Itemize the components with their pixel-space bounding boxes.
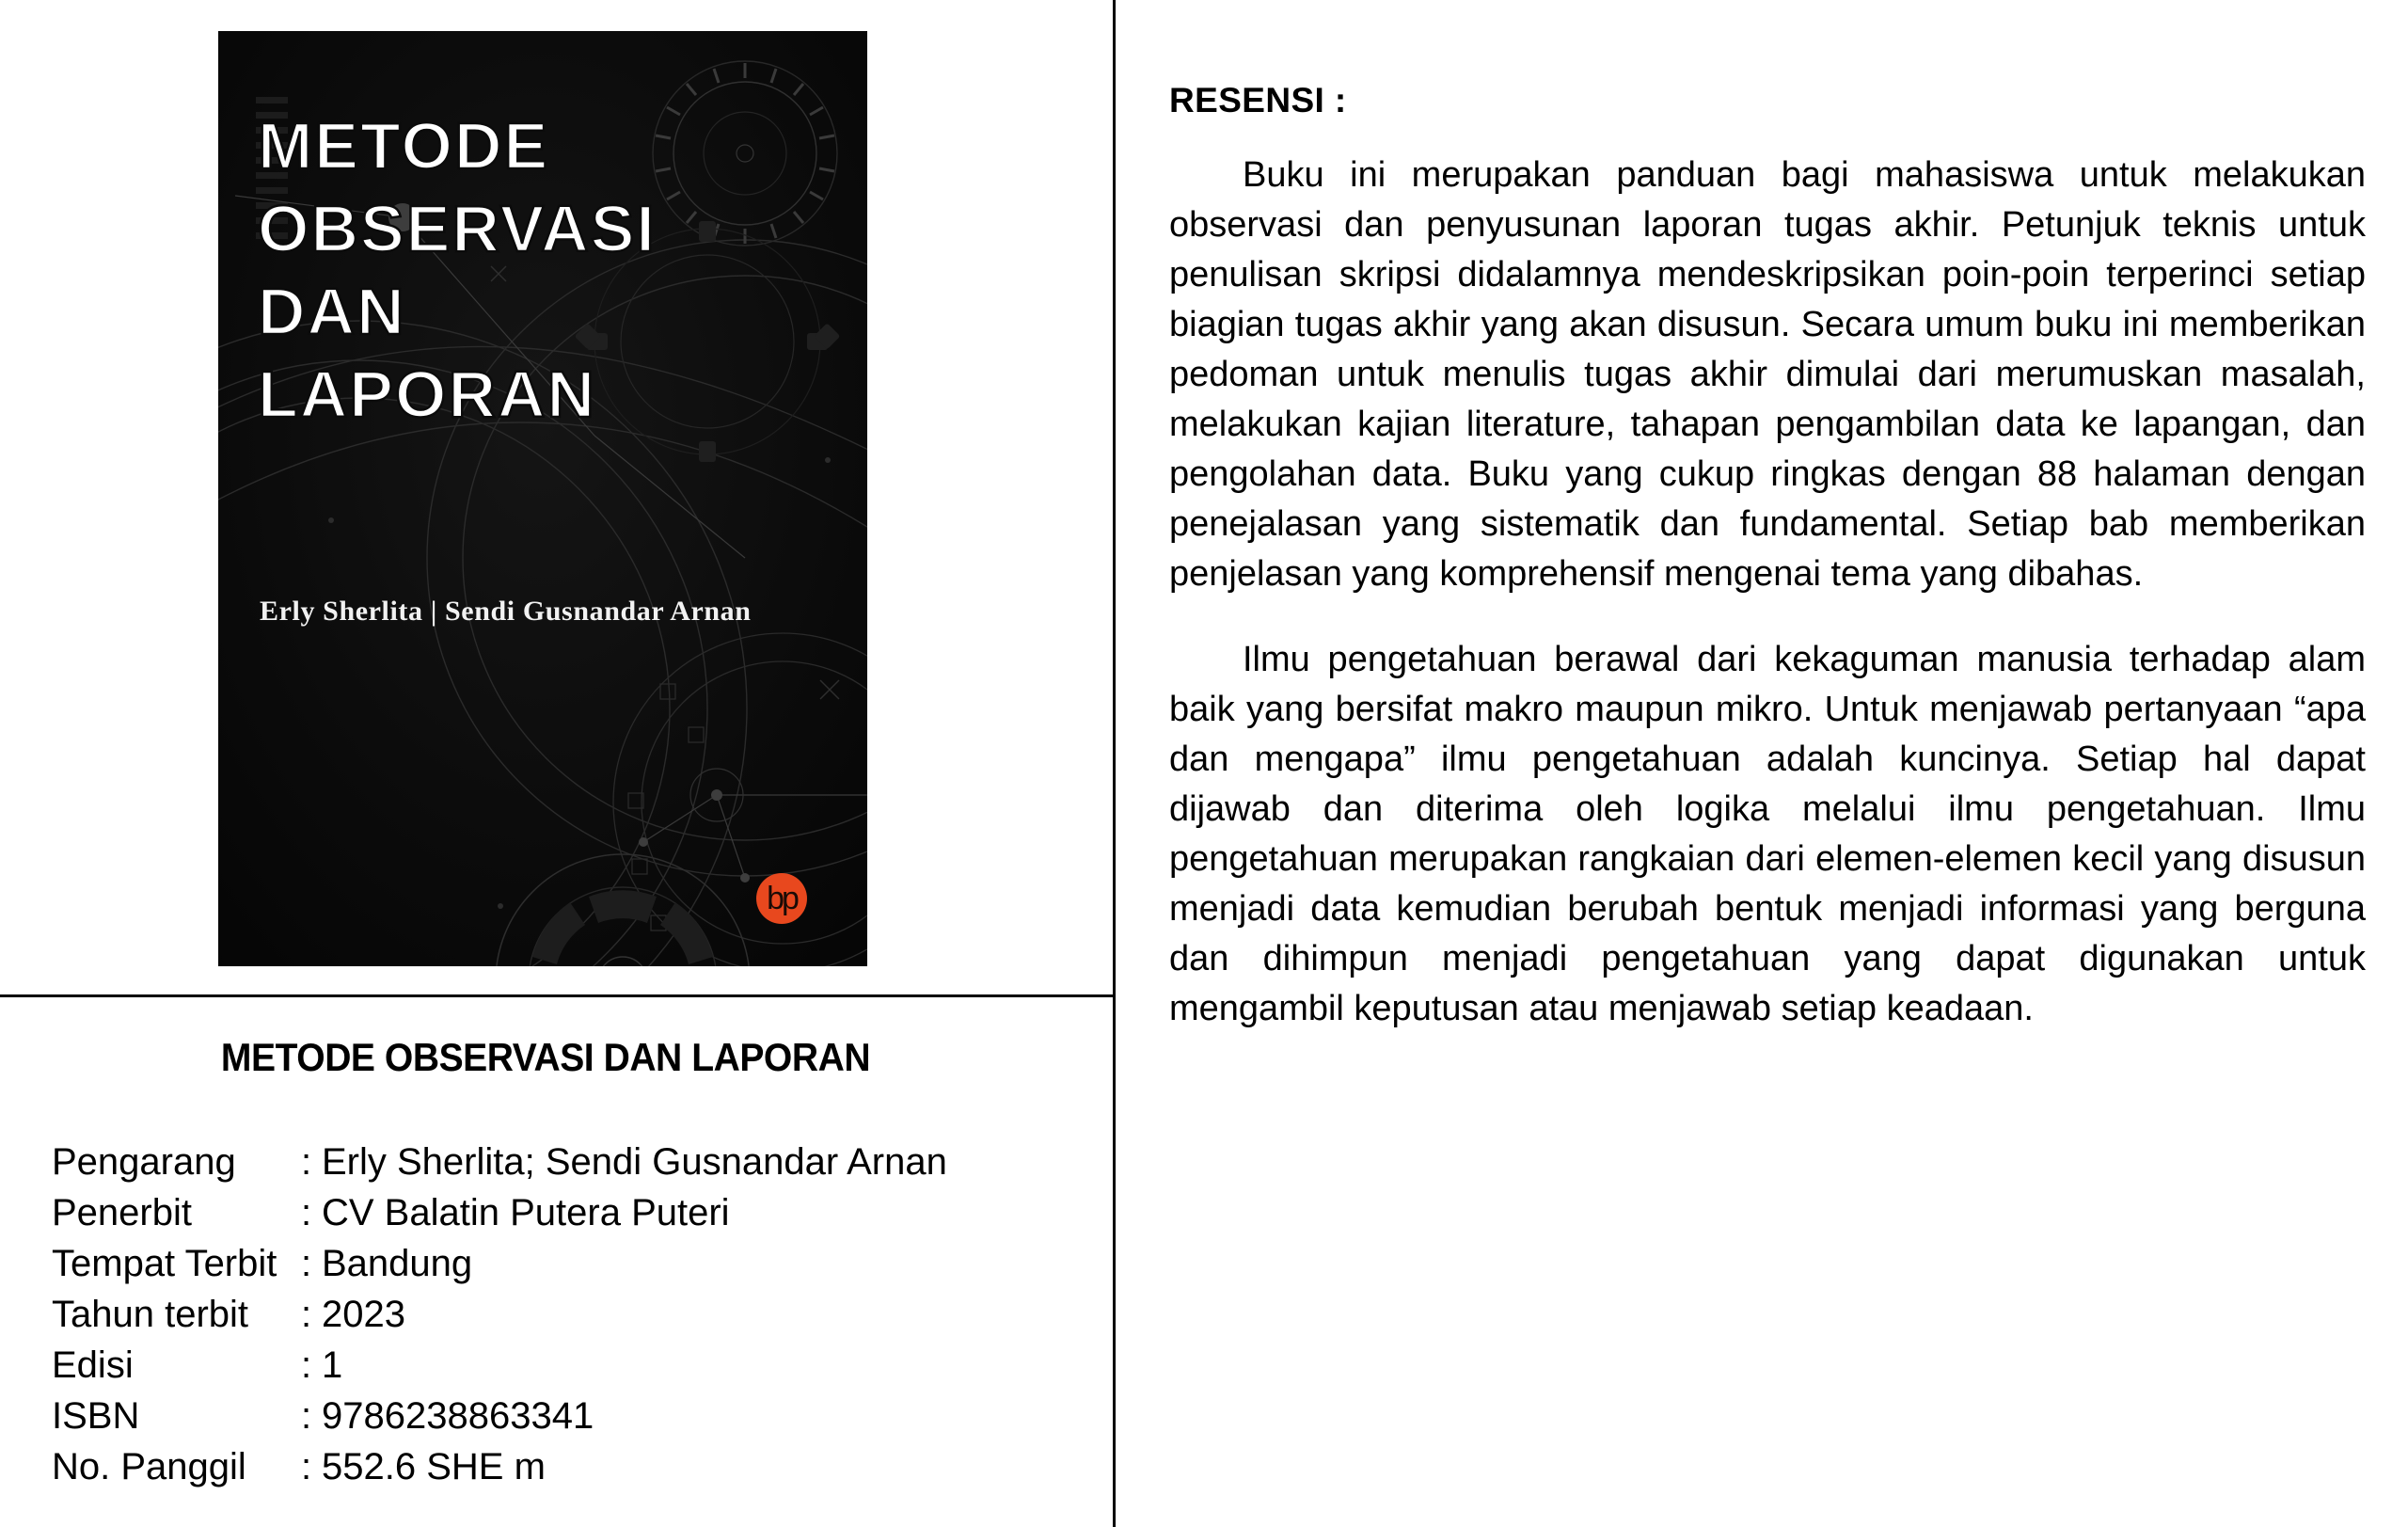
metadata-label: ISBN	[52, 1395, 140, 1437]
metadata-separator: :	[301, 1446, 312, 1487]
table-row	[52, 1238, 1068, 1289]
cover-title-line-1: METODE METODE	[258, 104, 832, 187]
table-row	[52, 1137, 1068, 1187]
metadata-separator: :	[301, 1395, 312, 1437]
metadata-label: Tahun terbit	[52, 1294, 249, 1335]
publisher-logo-icon	[756, 873, 807, 924]
review-paragraph: Buku ini merupakan panduan bagi mahasiswa untuk melakukan observasi dan penyusunan laporan tugas akhir. Petunjuk teknis untuk penulisan skripsi didalamnya mendeskripsikan poin-poin terperinci setiap biagian tugas akhir yang akan disusun. Secara umum buku ini memberikan pedoman untuk menulis tugas akhir dimulai dari merumuskan masalah, melakukan kajian literature, tahapan pengambilan data ke lapangan, dan pengolahan data. Buku yang cukup ringkas dengan 88 halaman dengan penejalasan yang sistematik dan fundamental. Setiap bab memberikan penjelasan yang komprehensif mengenai tema yang dibahas.	[1169, 155, 2366, 594]
metadata-label: Tempat Terbit	[52, 1243, 277, 1284]
cover-title-line-3: DAN DAN	[258, 270, 832, 353]
metadata-separator: :	[301, 1141, 312, 1183]
metadata-value: 2023	[322, 1294, 405, 1335]
page-title: METODE OBSERVASI DAN LAPORAN	[220, 1035, 871, 1079]
review-body	[1169, 151, 2366, 1034]
metadata-label: Pengarang	[52, 1141, 236, 1183]
metadata-separator: :	[301, 1344, 312, 1386]
book-record-panel	[0, 0, 1113, 1527]
book-metadata-table	[52, 1137, 1068, 1492]
metadata-value: Bandung	[322, 1243, 473, 1284]
table-row	[52, 1187, 1068, 1238]
metadata-separator: :	[301, 1192, 312, 1233]
publisher-logo-label: bp	[767, 881, 797, 916]
metadata-value: CV Balatin Putera Puteri	[322, 1192, 730, 1233]
metadata-label: No. Panggil	[52, 1446, 246, 1487]
vertical-divider	[1113, 0, 1116, 1527]
cover-authors: Erly Sherlita | Sendi Gusnandar Arnan	[260, 596, 752, 627]
cover-title	[258, 104, 832, 436]
metadata-label: Edisi	[52, 1344, 134, 1386]
horizontal-divider	[0, 994, 1116, 997]
table-row	[52, 1340, 1068, 1391]
cover-title-line-4: LAPORAN LAPORAN	[258, 353, 832, 436]
metadata-value: 552.6 SHE m	[322, 1446, 546, 1487]
table-row	[52, 1391, 1068, 1441]
metadata-value: Erly Sherlita; Sendi Gusnandar Arnan	[322, 1141, 947, 1183]
cover-title-line-2: OBSERVASI OBSERVASI	[258, 187, 832, 270]
table-row	[52, 1441, 1068, 1492]
metadata-label: Penerbit	[52, 1192, 192, 1233]
metadata-separator: :	[301, 1294, 312, 1335]
metadata-value: 9786238863341	[322, 1395, 594, 1437]
metadata-value: 1	[322, 1344, 343, 1386]
metadata-separator: :	[301, 1243, 312, 1284]
book-cover-image	[218, 31, 867, 966]
review-heading: RESENSI :	[1169, 81, 1347, 119]
review-panel	[1169, 0, 2368, 1527]
table-row	[52, 1289, 1068, 1340]
review-paragraph: Ilmu pengetahuan berawal dari kekaguman manusia terhadap alam baik yang bersifat makro maupun mikro. Untuk menjawab pertanyaan “apa dan mengapa” ilmu pengetahuan adalah kuncinya. Setiap hal dapat dijawab dan diterima oleh logika melalui ilmu pengetahuan. Ilmu pengetahuan merupakan rangkaian dari elemen-elemen kecil yang disusun menjadi data kemudian berubah bentuk menjadi informasi yang berguna dan dihimpun menjadi pengetahuan yang dapat digunakan untuk mengambil keputusan atau menjawab setiap keadaan.	[1169, 640, 2366, 1028]
